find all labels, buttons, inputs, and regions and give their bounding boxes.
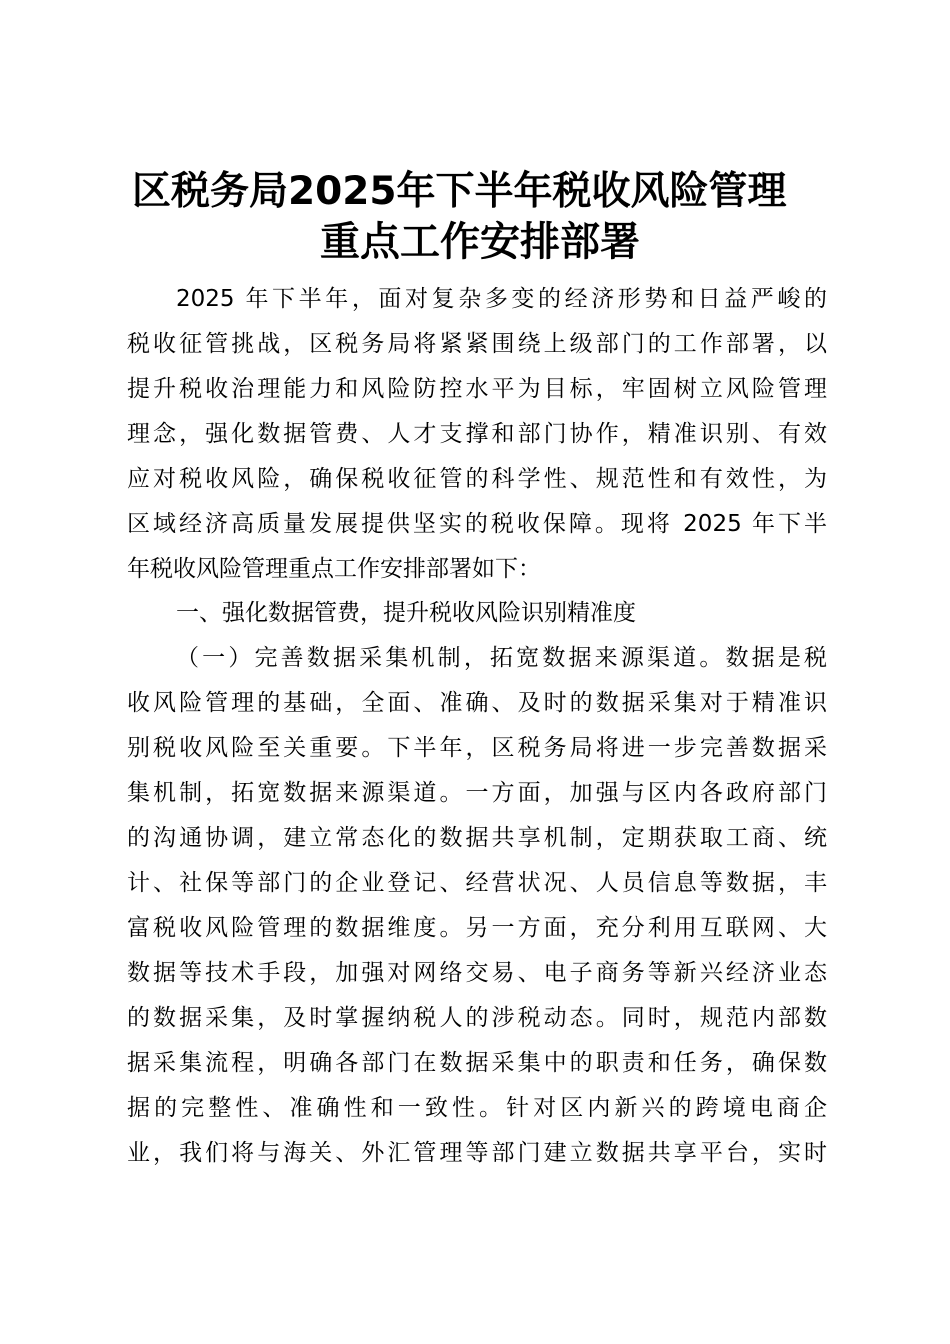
body-line: （一）完善数据采集机制，拓宽数据来源渠道。数据是税 bbox=[176, 645, 827, 671]
body-line: 富税收风险管理的数据维度。另一方面，充分利用互联网、大 bbox=[127, 915, 827, 941]
intro-line: 税收征管挑战，区税务局将紧紧围绕上级部门的工作部署，以 bbox=[127, 331, 827, 357]
intro-line: 应对税收风险，确保税收征管的科学性、规范性和有效性，为 bbox=[127, 466, 827, 492]
intro-line: 2025 年下半年，面对复杂多变的经济形势和日益严峻的 bbox=[176, 286, 827, 312]
body-line: 计、社保等部门的企业登记、经营状况、人员信息等数据，丰 bbox=[127, 870, 827, 896]
section-heading: 一、强化数据管费，提升税收风险识别精准度 bbox=[176, 600, 636, 626]
body-line: 据的完整性、准确性和一致性。针对区内新兴的跨境电商企 bbox=[127, 1095, 827, 1121]
intro-line: 提升税收治理能力和风险防控水平为目标，牢固树立风险管理 bbox=[127, 376, 827, 402]
body-line: 的沟通协调，建立常态化的数据共享机制，定期获取工商、统 bbox=[127, 825, 827, 851]
body-line: 据采集流程，明确各部门在数据采集中的职责和任务，确保数 bbox=[127, 1050, 827, 1076]
body-line: 别税收风险至关重要。下半年，区税务局将进一步完善数据采 bbox=[127, 735, 827, 761]
intro-line: 区域经济高质量发展提供坚实的税收保障。现将 2025 年下半 bbox=[127, 511, 827, 537]
document-title-line-2: 重点工作安排部署 bbox=[320, 219, 640, 265]
body-line: 业，我们将与海关、外汇管理等部门建立数据共享平台，实时 bbox=[127, 1140, 827, 1166]
document-title-line-1: 区税务局2025年下半年税收风险管理 bbox=[132, 169, 787, 214]
body-line: 数据等技术手段，加强对网络交易、电子商务等新兴经济业态 bbox=[127, 960, 827, 986]
body-line: 收风险管理的基础，全面、准确、及时的数据采集对于精准识 bbox=[127, 690, 827, 716]
intro-line: 年税收风险管理重点工作安排部署如下： bbox=[127, 556, 541, 582]
body-line: 集机制，拓宽数据来源渠道。一方面，加强与区内各政府部门 bbox=[127, 780, 827, 806]
body-line: 的数据采集，及时掌握纳税人的涉税动态。同时，规范内部数 bbox=[127, 1005, 827, 1031]
intro-line: 理念，强化数据管费、人才支撑和部门协作，精准识别、有效 bbox=[127, 421, 827, 447]
